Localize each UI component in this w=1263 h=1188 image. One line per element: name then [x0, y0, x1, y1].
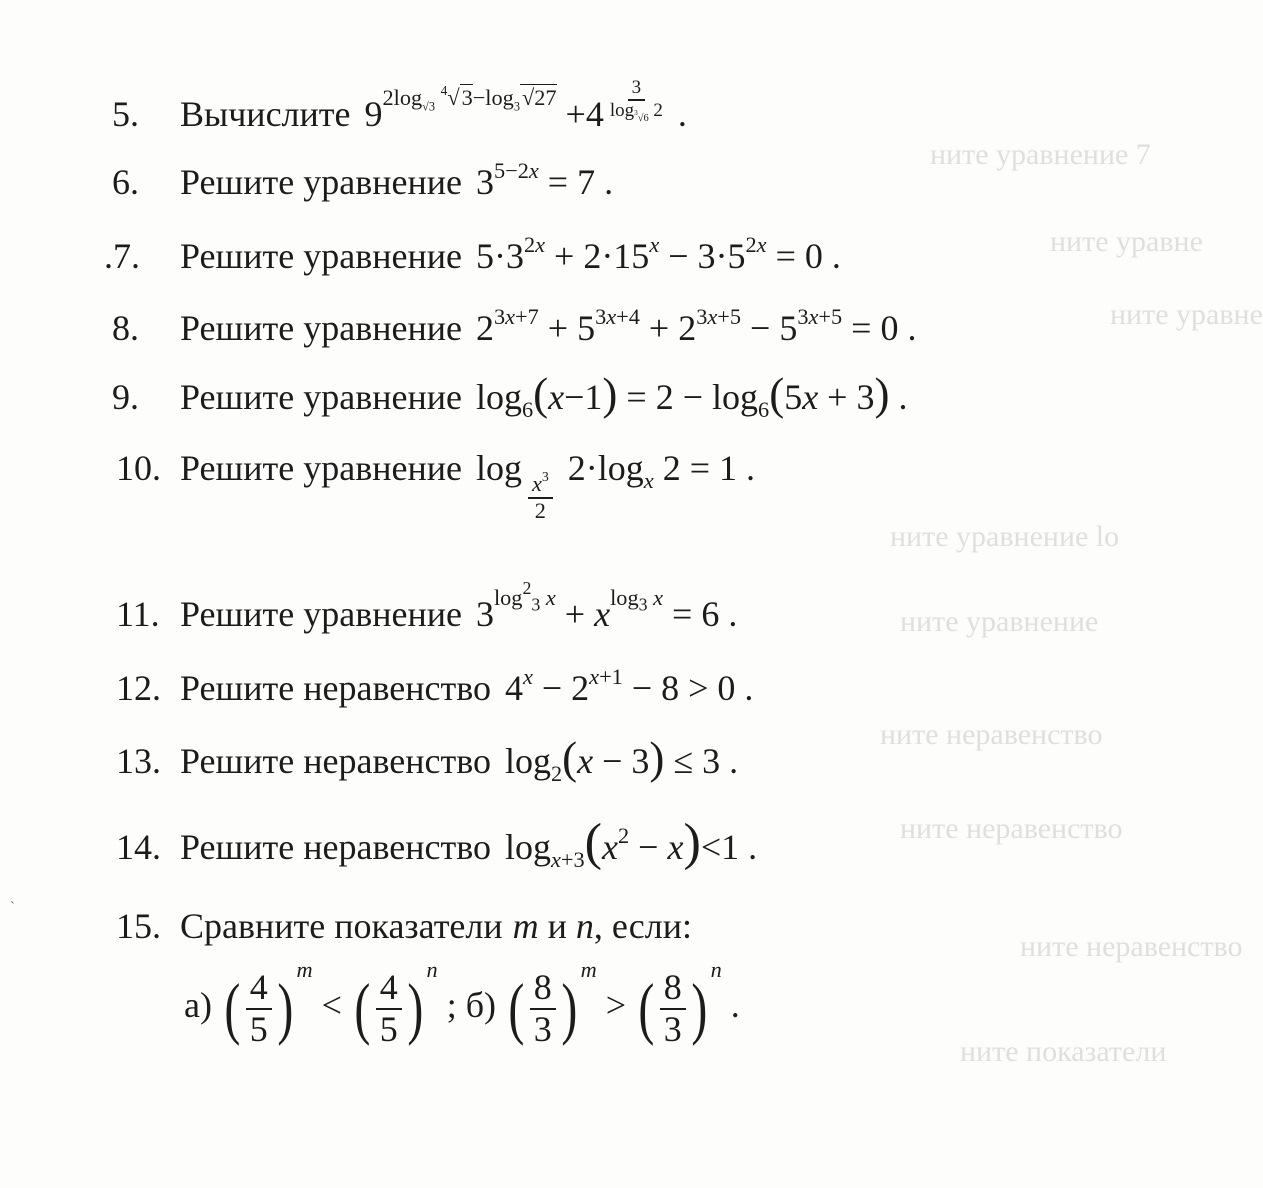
- problem-number: 8.: [112, 308, 139, 348]
- problem-number: 13.: [116, 741, 161, 781]
- problem-number: 11.: [116, 594, 160, 634]
- bleed-text-2: ните уравне: [1050, 225, 1203, 258]
- bleed-text-1: ните уравнение 7: [930, 138, 1151, 171]
- problem-6: [112, 157, 614, 202]
- problem-instruction: Решите уравнение: [180, 448, 462, 488]
- part-b-expression: ( $\frac{8}{3}$ )$^m$ > ( $\frac{8}{3}$ )$^n$ .: [508, 957, 740, 1049]
- bleed-text-9: ните показатели: [960, 1035, 1167, 1068]
- problem-14: [116, 813, 758, 873]
- condition-tail: , если:: [593, 906, 692, 946]
- problem-7: [104, 231, 841, 276]
- margin-speck: `: [10, 900, 15, 915]
- problem-instruction: Решите уравнение: [180, 377, 462, 417]
- bleed-text-7: ните неравенство: [900, 812, 1123, 845]
- problem-12: [116, 663, 754, 708]
- problem-number: 5.: [112, 93, 139, 134]
- var-n: n: [575, 906, 594, 946]
- problem-instruction: Вычислите: [180, 93, 351, 134]
- problem-9: [112, 369, 908, 423]
- problem-8: [112, 303, 917, 348]
- conjunction: и: [547, 906, 567, 946]
- problem-10: [116, 448, 756, 523]
- problem-instruction: Решите неравенство: [180, 827, 491, 867]
- problem-15-parts: [184, 957, 740, 1049]
- expression-11: $3^{log^2_3 x} + x^{log_3 x} = 6$ .: [475, 578, 738, 634]
- problem-instruction: Решите уравнение: [180, 236, 462, 276]
- problem-instruction: Решите уравнение: [180, 594, 462, 634]
- part-b-label: ; б): [446, 984, 496, 1025]
- problem-number: 6.: [112, 162, 139, 202]
- bleed-text-6: ните неравенство: [880, 718, 1103, 751]
- bleed-text-8: ните неравенство: [1020, 930, 1243, 963]
- problem-number: .7.: [104, 236, 140, 276]
- problem-instruction: Сравните показатели: [180, 906, 503, 946]
- problem-instruction: Решите уравнение: [180, 308, 462, 348]
- problem-instruction: Решите неравенство: [180, 668, 491, 708]
- expression-5: $9^{2log_{√3} ^4√3-log_3√27} +4$ $^{\frac{3}{\log_{^3√6} 2}}$ .: [364, 77, 687, 134]
- problem-instruction: Решите неравенство: [180, 741, 491, 781]
- bleed-text-3: ните уравне: [1110, 298, 1263, 331]
- expression-7: $5\cdot 3^{2x} + 2\cdot 15^x - 3\cdot 5^{2x} = 0$ .: [475, 231, 841, 276]
- problem-number: 12.: [116, 668, 161, 708]
- expression-10: log $\frac{x^3}{2}$ $2\cdot\log_x$ 2 = 1 .: [475, 448, 756, 523]
- bleed-text-5: ните уравнение: [900, 605, 1099, 638]
- expression-14: $\log_{x+3}(x^2 - x)<1$ .: [504, 813, 758, 873]
- problem-number: 9.: [112, 377, 139, 417]
- problem-number: 14.: [116, 827, 161, 867]
- problem-number: 15.: [116, 906, 161, 946]
- bleed-text-4: ните уравнение lo: [890, 520, 1120, 553]
- expression-9: $\log_6(x-1) = 2 - \log_6(5x + 3)$ .: [475, 369, 908, 423]
- expression-12: $4^x - 2^{x+1} - 8 > 0$ .: [504, 663, 754, 708]
- problem-11: [116, 578, 738, 634]
- expression-13: $\log_2(x - 3) \le 3$ .: [504, 733, 739, 787]
- expression-6: $3^{5-2x} = 7$ .: [475, 157, 614, 202]
- expression-8: $2^{3x+7} + 5^{3x+4} + 2^{3x+5} - 5^{3x+5} = 0$ .: [475, 303, 917, 348]
- part-a-label: а): [184, 984, 212, 1025]
- part-a-expression: ( $\frac{4}{5}$ )$^m$ < ( $\frac{4}{5}$ )$^n$: [224, 957, 438, 1049]
- problem-instruction: Решите уравнение: [180, 162, 462, 202]
- problem-13: [116, 733, 739, 787]
- problem-15: [116, 906, 692, 946]
- problem-5: [112, 77, 687, 134]
- problem-number: 10.: [116, 448, 161, 488]
- var-m: m: [512, 906, 539, 946]
